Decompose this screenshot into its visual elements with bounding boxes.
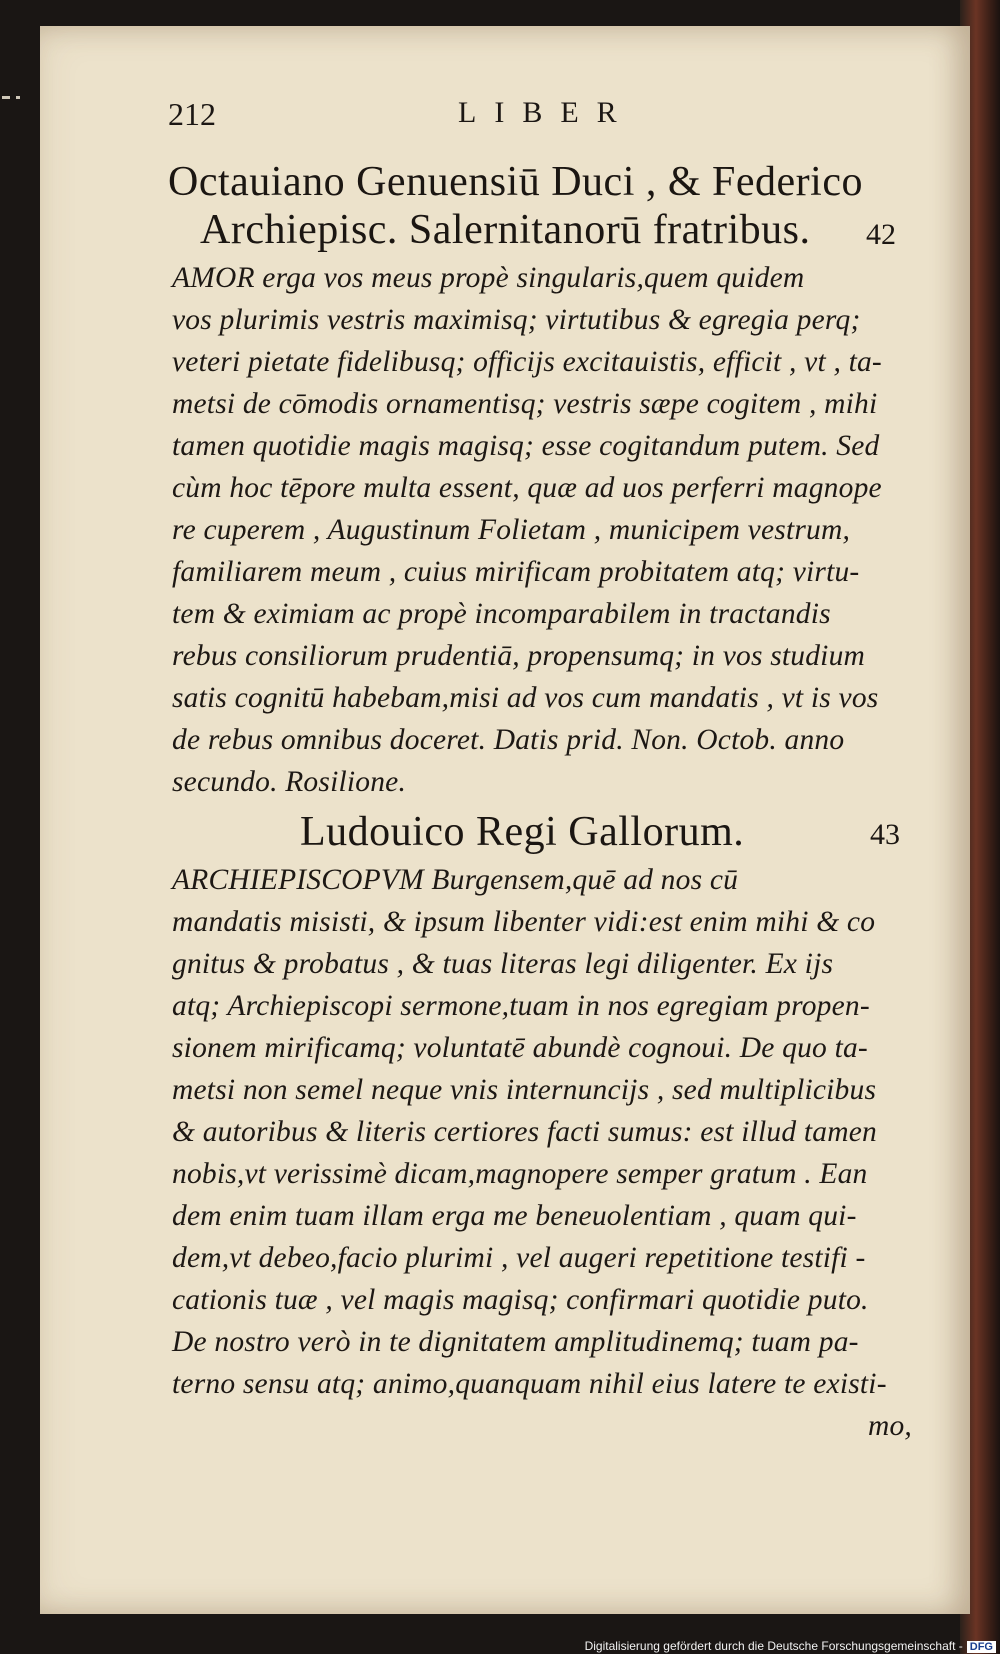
- letter-43-text-line: dem enim tuam illam erga me beneuolentiam , quam qui-: [172, 1200, 857, 1232]
- letter-42-text-line: metsi de cōmodis ornamentisq; vestris sæpe cogitem , mihi: [172, 388, 878, 420]
- letter-42-text-line: vos plurimis vestris maximisq; virtutibus & egregia perq;: [172, 304, 861, 336]
- page-number: 212: [168, 96, 216, 132]
- dfg-logo: DFG: [967, 1641, 996, 1653]
- letter-43-text-line: mandatis misisti, & ipsum libenter vidi:est enim mihi & co: [172, 906, 876, 938]
- letter-43-text-line: gnitus & probatus , & tuas literas legi diligenter. Ex ijs: [172, 948, 834, 980]
- letter-43-text-line: sionem mirificamq; voluntatē abundè cognoui. De quo ta-: [172, 1032, 868, 1064]
- running-title: LIBER: [458, 96, 635, 129]
- left-margin-marks: [0, 90, 40, 120]
- letter-43-number: 43: [870, 818, 900, 851]
- letter-43-text-line: ARCHIEPISCOPVM Burgensem,quē ad nos cū: [172, 864, 739, 896]
- letter-42-text-line: rebus consiliorum prudentiā, propensumq; in vos studium: [172, 640, 866, 672]
- letter-42-heading-line2: Archiepisc. Salernitanorū fratribus.: [200, 207, 811, 253]
- letter-42-text-line: veteri pietate fidelibusq; officijs excitauistis, efficit , vt , ta-: [172, 346, 882, 378]
- letter-43-text-line: nobis,vt verissimè dicam,magnopere semper gratum . Ean: [172, 1158, 868, 1190]
- sponsor-footer: [585, 1639, 996, 1653]
- letter-42-text-line: tamen quotidie magis magisq; esse cogitandum putem. Sed: [172, 430, 880, 462]
- letter-43-text-line: terno sensu atq; animo,quanquam nihil eius latere te existi-: [172, 1368, 887, 1400]
- running-head: [168, 96, 928, 142]
- letter-42-text-line: satis cognitū habebam,misi ad vos cum mandatis , vt is vos: [172, 682, 879, 714]
- letter-42-heading-line1: Octauiano Genuensiū Duci , & Federico: [168, 159, 863, 205]
- letter-43-text-line: dem,vt debeo,facio plurimi , vel augeri repetitione testifi -: [172, 1242, 866, 1274]
- letter-42-text-line: tem & eximiam ac propè incomparabilem in tractandis: [172, 598, 831, 630]
- letter-43-text-line: metsi non semel neque vnis internuncijs , sed multiplicibus: [172, 1074, 877, 1106]
- letter-43-heading: Ludouico Regi Gallorum.: [300, 809, 745, 855]
- letter-43-text-line: & autoribus & literis certiores facti sumus: est illud tamen: [172, 1116, 877, 1148]
- letter-42-text-line: AMOR erga vos meus propè singularis,quem quidem: [172, 262, 805, 294]
- letter-42-number: 42: [866, 218, 896, 251]
- letter-42-text-line: familiarem meum , cuius mirificam probitatem atq; virtu-: [172, 556, 860, 588]
- letter-42-text-line: re cuperem , Augustinum Folietam , municipem vestrum,: [172, 514, 851, 546]
- letter-43-text-line: cationis tuæ , vel magis magisq; confirmari quotidie puto.: [172, 1284, 869, 1316]
- catchword: mo,: [867, 1410, 912, 1442]
- letter-42-text-line: secundo. Rosilione.: [172, 766, 407, 798]
- letter-43-text-line: atq; Archiepiscopi sermone,tuam in nos egregiam propen-: [172, 990, 870, 1022]
- letter-42-text-line: de rebus omnibus doceret. Datis prid. Non. Octob. anno: [172, 724, 845, 756]
- sponsor-text: Digitalisierung gefördert durch die Deutsche Forschungsgemeinschaft -: [584, 1639, 963, 1653]
- letter-43-text-line: De nostro verò in te dignitatem amplitudinemq; tuam pa-: [172, 1326, 859, 1358]
- letter-42-text-line: cùm hoc tēpore multa essent, quæ ad uos perferri magnope: [172, 472, 882, 504]
